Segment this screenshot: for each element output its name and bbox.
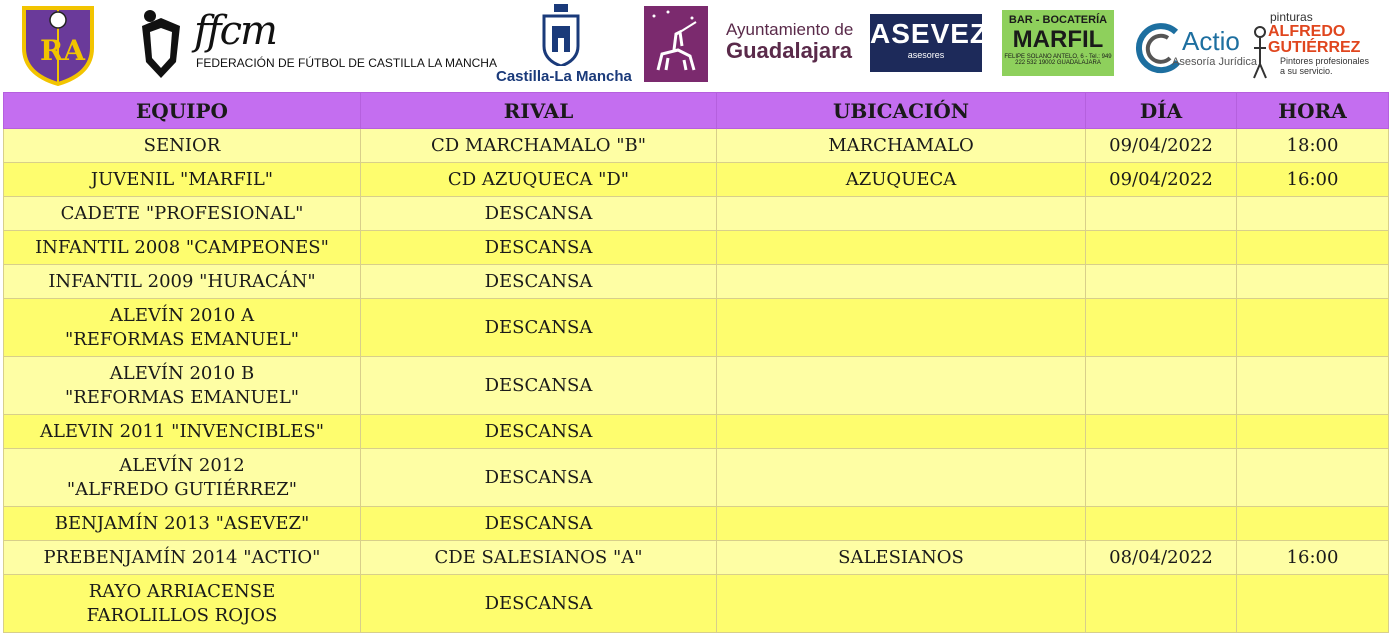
header-ubicacion: UBICACIÓN <box>717 93 1086 129</box>
cell-hora: 16:00 <box>1237 541 1389 575</box>
equipo-text: CADETE "PROFESIONAL" <box>60 202 304 224</box>
equipo-text: PREBENJAMÍN 2014 "ACTIO" <box>43 546 321 568</box>
castle-shield-icon <box>540 4 582 66</box>
equipo-text: INFANTIL 2008 "CAMPEONES" <box>35 236 329 258</box>
guadalajara-line1: Ayuntamiento de <box>726 20 854 39</box>
table-row <box>4 197 1389 231</box>
actio-sub: Asesoría Jurídica <box>1172 56 1257 68</box>
cell-hora <box>1237 449 1389 507</box>
marfil-logo <box>1002 10 1114 76</box>
cell-hora <box>1237 299 1389 357</box>
cell-hora <box>1237 197 1389 231</box>
equipo-text: ALEVÍN 2010 A "REFORMAS EMANUEL" <box>64 304 300 350</box>
table-row <box>4 357 1389 415</box>
cell-equipo <box>4 575 361 633</box>
painter-icon <box>1250 24 1270 80</box>
cell-dia <box>1086 449 1237 507</box>
cell-ubicacion <box>717 507 1086 541</box>
ffcm-name: FEDERACIÓN DE FÚTBOL DE CASTILLA LA MANCHA <box>196 56 497 70</box>
equipo-text: ALEVÍN 2012 "ALFREDO GUTIÉRREZ" <box>66 454 298 500</box>
equipo-text: ALEVÍN 2010 B "REFORMAS EMANUEL" <box>64 362 300 408</box>
cell-dia <box>1086 415 1237 449</box>
marfil-line3: FELIPE SOLANO ANTELO, 6 - Tel.: 949 222 532 19002 GUADALAJARA <box>1004 54 1112 66</box>
cell-dia <box>1086 265 1237 299</box>
cell-ubicacion <box>717 197 1086 231</box>
cell-equipo <box>4 449 361 507</box>
cell-dia <box>1086 357 1237 415</box>
cell-ubicacion <box>717 299 1086 357</box>
equipo-text: JUVENIL "MARFIL" <box>90 168 274 190</box>
cell-ubicacion <box>717 575 1086 633</box>
asevez-logo <box>870 14 989 72</box>
pinturas-line1: pinturas <box>1270 10 1313 24</box>
cell-equipo <box>4 357 361 415</box>
cell-equipo <box>4 541 361 575</box>
table-header-row <box>4 93 1389 129</box>
cell-ubicacion <box>717 357 1086 415</box>
cell-rival: DESCANSA <box>361 449 717 507</box>
pinturas-line2: ALFREDO <box>1268 23 1346 40</box>
asevez-sub: asesores <box>907 50 945 60</box>
table-row <box>4 231 1389 265</box>
cell-rival: DESCANSA <box>361 197 717 231</box>
match-schedule-table <box>3 92 1389 633</box>
cell-dia: 09/04/2022 <box>1086 129 1237 163</box>
equipo-text: INFANTIL 2009 "HURACÁN" <box>48 270 316 292</box>
table-row <box>4 449 1389 507</box>
knight-on-horse-icon <box>644 6 708 82</box>
actio-name: Actio <box>1182 26 1240 56</box>
equipo-text: RAYO ARRIACENSE FAROLILLOS ROJOS <box>86 580 278 626</box>
cell-dia <box>1086 299 1237 357</box>
cell-rival: DESCANSA <box>361 575 717 633</box>
cell-equipo <box>4 507 361 541</box>
cell-dia: 08/04/2022 <box>1086 541 1237 575</box>
header-equipo: EQUIPO <box>4 93 361 129</box>
table-row <box>4 299 1389 357</box>
cell-equipo <box>4 265 361 299</box>
cell-ubicacion <box>717 415 1086 449</box>
cell-ubicacion: AZUQUECA <box>717 163 1086 197</box>
cell-dia <box>1086 507 1237 541</box>
cell-hora: 18:00 <box>1237 129 1389 163</box>
marfil-line1: BAR - BOCATERÍA <box>1008 14 1108 26</box>
cell-hora: 16:00 <box>1237 163 1389 197</box>
guadalajara-line2: Guadalajara <box>726 38 852 63</box>
header-dia: DÍA <box>1086 93 1237 129</box>
pinturas-line3: GUTIÉRREZ <box>1268 39 1361 56</box>
header-hora: HORA <box>1237 93 1389 129</box>
cell-ubicacion: SALESIANOS <box>717 541 1086 575</box>
cell-hora <box>1237 231 1389 265</box>
cell-hora <box>1237 575 1389 633</box>
table-row <box>4 415 1389 449</box>
cell-equipo <box>4 415 361 449</box>
cell-rival: DESCANSA <box>361 265 717 299</box>
sponsor-banner <box>0 0 1391 92</box>
table-row <box>4 507 1389 541</box>
club-crest-logo <box>20 4 96 86</box>
cell-hora <box>1237 265 1389 299</box>
cell-dia <box>1086 575 1237 633</box>
cell-equipo <box>4 129 361 163</box>
asevez-name: ASEVEZ <box>870 18 989 49</box>
table-row <box>4 541 1389 575</box>
cell-ubicacion: MARCHAMALO <box>717 129 1086 163</box>
cell-rival: DESCANSA <box>361 507 717 541</box>
cell-rival: CD AZUQUECA "D" <box>361 163 717 197</box>
cell-rival: DESCANSA <box>361 299 717 357</box>
table-row <box>4 575 1389 633</box>
equipo-text: SENIOR <box>143 134 221 156</box>
cell-equipo <box>4 163 361 197</box>
cell-rival: DESCANSA <box>361 231 717 265</box>
cell-hora <box>1237 357 1389 415</box>
cell-dia <box>1086 197 1237 231</box>
header-rival: RIVAL <box>361 93 717 129</box>
cell-rival: CD MARCHAMALO "B" <box>361 129 717 163</box>
cell-ubicacion <box>717 449 1086 507</box>
clm-name: Castilla-La Mancha <box>496 68 632 85</box>
cell-ubicacion <box>717 231 1086 265</box>
marfil-line2: MARFIL <box>1012 26 1104 53</box>
ffcm-shield-icon <box>136 8 186 82</box>
ffcm-letters: ffcm <box>194 8 276 54</box>
table-row <box>4 265 1389 299</box>
pinturas-line4: Pintores profesionales <box>1280 56 1370 66</box>
club-crest-icon <box>20 4 96 86</box>
cell-dia <box>1086 231 1237 265</box>
cell-equipo <box>4 231 361 265</box>
pinturas-line5: a su servicio. <box>1280 66 1333 76</box>
table-row <box>4 163 1389 197</box>
equipo-text: ALEVIN 2011 "INVENCIBLES" <box>39 420 325 442</box>
pinturas-logo <box>1250 10 1374 86</box>
knight-logo <box>644 6 708 82</box>
crest-letter-r: RA <box>40 34 85 67</box>
ffcm-logo <box>136 8 497 82</box>
cell-hora <box>1237 415 1389 449</box>
cell-rival: CDE SALESIANOS "A" <box>361 541 717 575</box>
castilla-la-mancha-logo <box>496 4 632 86</box>
table-row <box>4 129 1389 163</box>
guadalajara-logo <box>726 20 856 76</box>
cell-equipo <box>4 197 361 231</box>
equipo-text: BENJAMÍN 2013 "ASEVEZ" <box>54 512 310 534</box>
cell-equipo <box>4 299 361 357</box>
cell-hora <box>1237 507 1389 541</box>
cell-ubicacion <box>717 265 1086 299</box>
cell-dia: 09/04/2022 <box>1086 163 1237 197</box>
cell-rival: DESCANSA <box>361 415 717 449</box>
cell-rival: DESCANSA <box>361 357 717 415</box>
actio-logo <box>1134 20 1257 78</box>
